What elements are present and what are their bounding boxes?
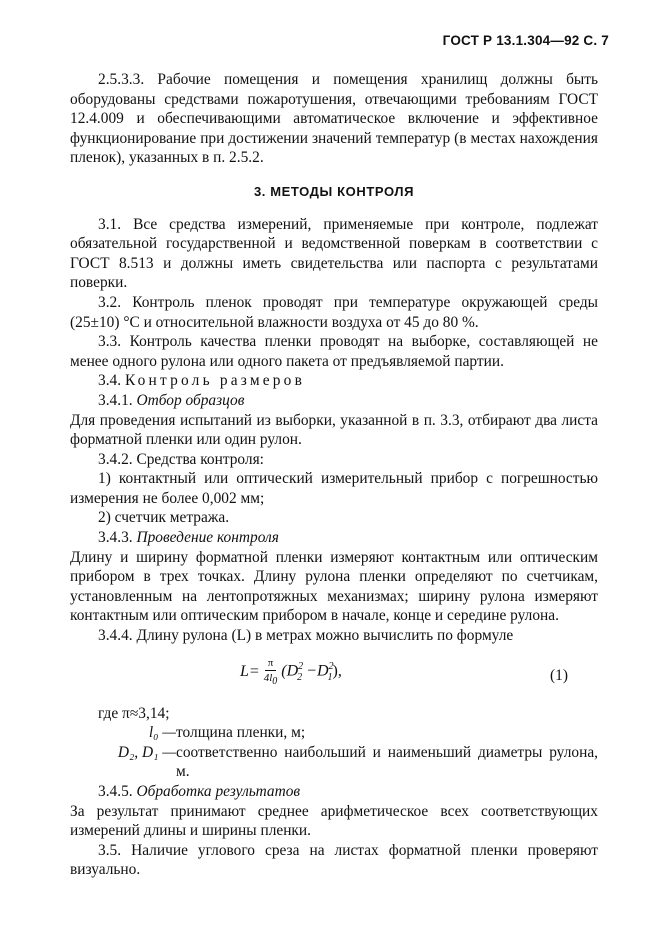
formula [240, 656, 342, 689]
paragraph-3-4-4: 3.4.4. Длину рулона (L) в метрах можно вычислить по формуле [98, 627, 514, 645]
legend-row [70, 743, 598, 782]
heading-3-4-3 [70, 528, 598, 548]
formula-denominator: $4l_0$ [263, 671, 278, 687]
heading-3-4-5-text: Обработка результатов [136, 783, 301, 800]
equation-number: (1) [550, 666, 568, 684]
formula-legend [70, 704, 598, 782]
heading-3-4-1-number: 3.4.1. [98, 391, 133, 409]
paragraph-3-4-1: Для проведения испытаний из выборки, указанной в п. 3.3, отбирают два листа форматной пленки или один рулон. [70, 411, 598, 449]
formula-fraction [264, 656, 278, 689]
heading-3-4-5 [70, 782, 598, 802]
list-item-3-4-2-2: 2) счетчик метража. [98, 509, 230, 527]
heading-3-4-3-text: Проведение контроля [136, 529, 279, 547]
heading-3-4-number: 3.4. [98, 372, 122, 390]
legend-symbol: D₂, D₁ — [117, 743, 176, 761]
heading-3-4-5-number: 3.4.5. [98, 783, 133, 800]
heading-3-4-text: Контроль размеров [124, 372, 306, 390]
paragraph-3-5: 3.5. Наличие углового среза на листах форматной пленки проверяют визуально. [70, 841, 598, 879]
legend-text: толщина пленки, м; [176, 724, 306, 742]
paragraph-3-2: 3.2. Контроль пленок проводят при температуре окружающей среды (25±10) °С и относительной влажности воздуха от 45 до 80 %. [70, 293, 598, 331]
paragraph-3-3: 3.3. Контроль качества пленки проводят на выборке, составляющей не менее одного рулона или одного пакета от предъявляемой партии. [70, 333, 598, 370]
legend-symbol: l₀ — [148, 724, 176, 742]
heading-3-4-1-text: Отбор образцов [136, 391, 245, 409]
heading-3-4-1 [70, 391, 598, 411]
legend-intro: где π≈3,14; [98, 704, 170, 722]
section-3-title: 3. МЕТОДЫ КОНТРОЛЯ [253, 183, 415, 199]
formula-row [70, 652, 598, 700]
paragraph-2-5-3-3: 2.5.3.3. Рабочие помещения и помещения хранилищ должны быть оборудованы средствами пожаротушения, отвечающими требованиям ГОСТ 12.4.009 и обеспечивающими автоматическое включение и эффективное функционирование при достижении значений температур (в местах нахождения пленок), указанных в п. 2.5.2. [70, 71, 598, 167]
legend-row [70, 723, 598, 743]
page-header: ГОСТ Р 13.1.304—92 С. 7 [442, 33, 609, 48]
paragraph-3-1: 3.1. Все средства измерений, применяемые при контроле, подлежат обязательной государственной и ведомственной поверкам в соответствии с ГОСТ 8.513 и должны иметь свидетельства или паспорта с результатами поверки. [70, 215, 598, 292]
heading-3-4-3-number: 3.4.3. [98, 529, 133, 547]
formula-lhs: L= [240, 663, 260, 681]
formula-numerator: π [265, 656, 277, 671]
heading-3-4-2: 3.4.2. Средства контроля: [98, 450, 264, 468]
formula-diameters: $(D^2_2 -D^2_1)$, [281, 661, 342, 683]
heading-3-4 [70, 371, 598, 391]
paragraph-3-4-3: Длину и ширину форматной пленки измеряют контактным или оптическим прибором в трех точках. Длину рулона пленки определяют по счетчикам, установленным на лентопротяжных механизмах; ширину рулона измеряют контактным или оптическим прибором в начале, конце и середине рулона. [70, 548, 598, 625]
document-body [70, 70, 598, 880]
paragraph-3-4-5: За результат принимают среднее арифметическое всех соответствующих измерений длины и ширины пленки. [70, 802, 598, 840]
legend-text: соответственно наибольший и наименьший диаметры рулона, м. [176, 743, 598, 781]
list-item-3-4-2-1: 1) контактный или оптический измерительный прибор с погрешностью измерения не более 0,002 мм; [70, 470, 598, 507]
